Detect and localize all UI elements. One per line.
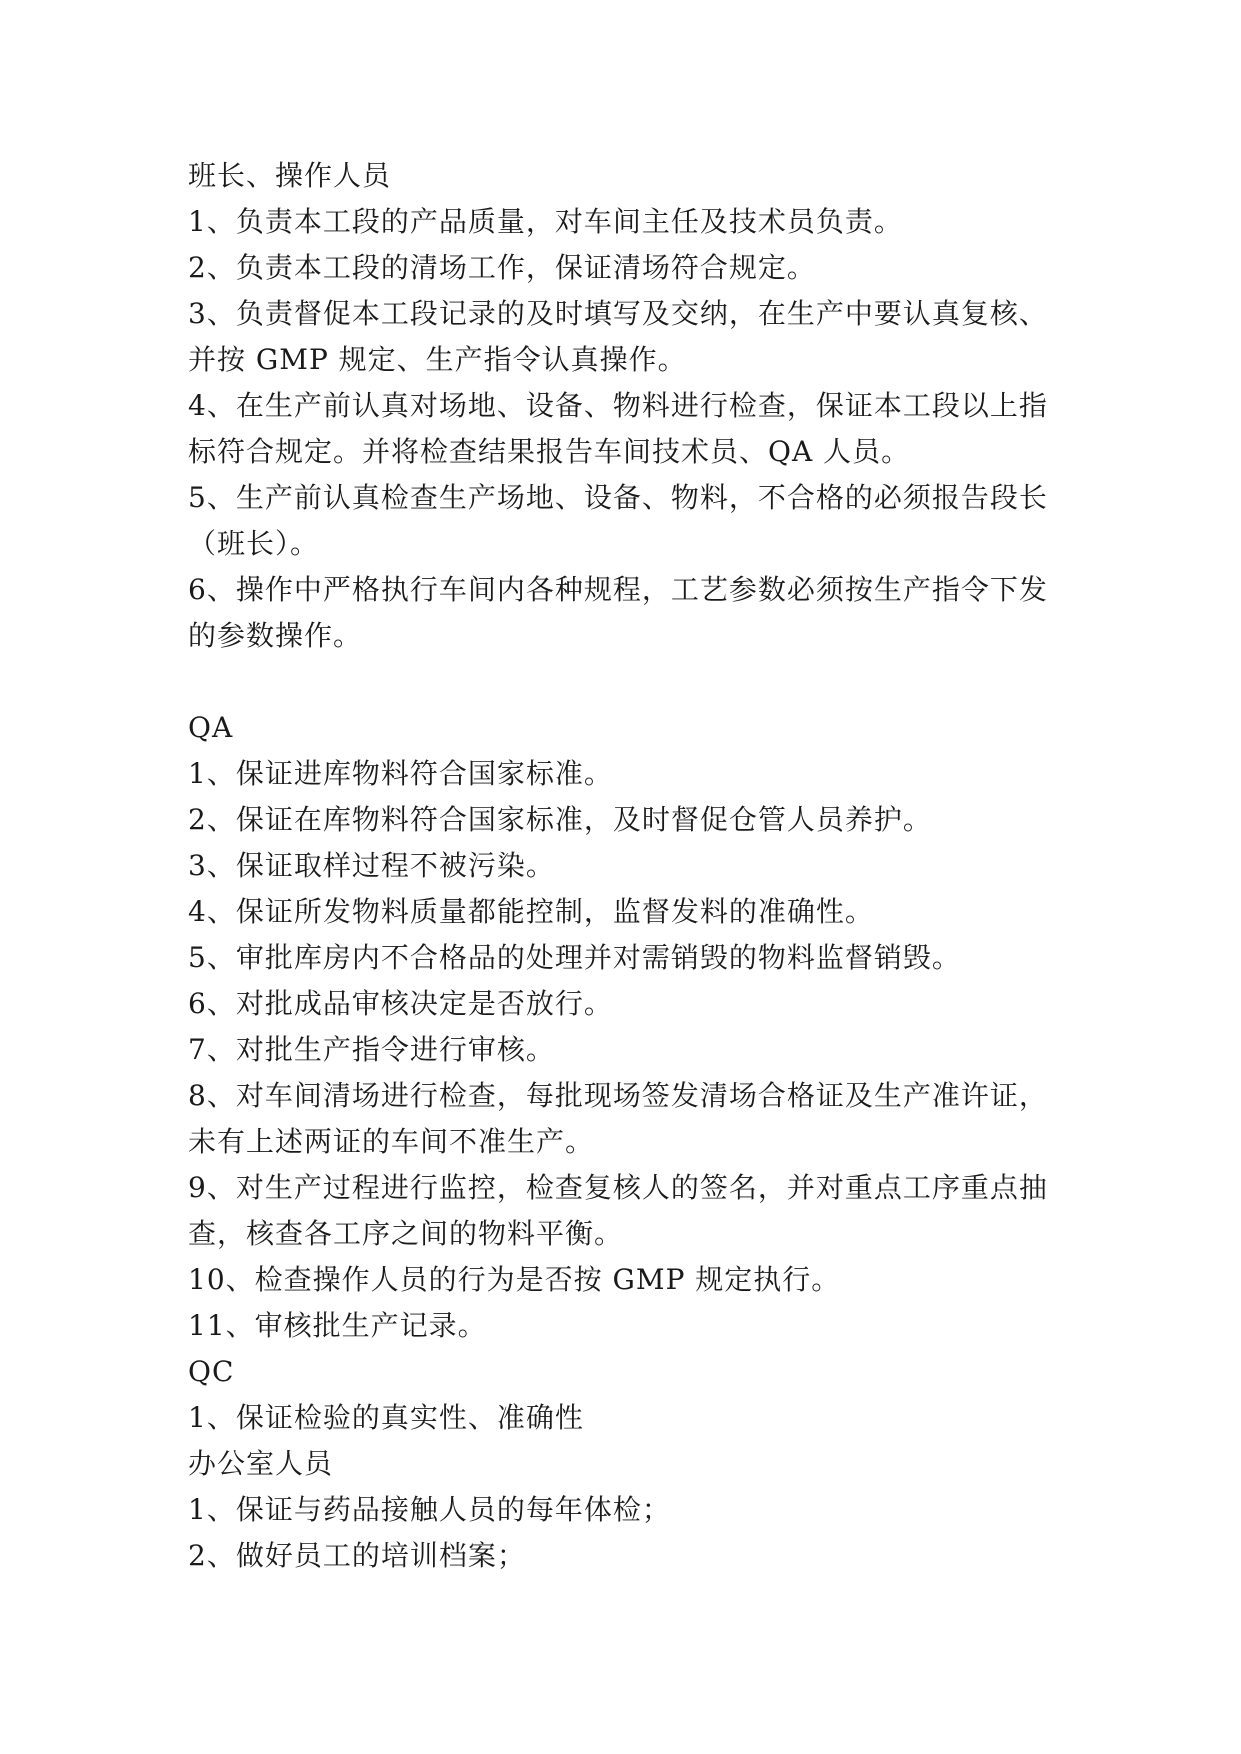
document-body: [188, 153, 1058, 1579]
qa-line-6: 6、对批成品审核决定是否放行。: [188, 987, 613, 1020]
leader-line-6: 标符合规定。并将检查结果报告车间技术员、QA 人员。: [188, 435, 911, 468]
qc-line-1: 1、保证检验的真实性、准确性: [188, 1401, 584, 1434]
leader-line-5: 4、在生产前认真对场地、设备、物料进行检查，保证本工段以上指: [188, 389, 1048, 422]
qa-line-3: 3、保证取样过程不被污染。: [188, 849, 555, 882]
leader-line-7: 5、生产前认真检查生产场地、设备、物料，不合格的必须报告段长: [188, 481, 1048, 514]
qa-line-8: 8、对车间清场进行检查，每批现场签发清场合格证及生产准许证，: [188, 1079, 1048, 1112]
office-line-1: 1、保证与药品接触人员的每年体检；: [188, 1493, 671, 1526]
section-title-office: 办公室人员: [188, 1447, 334, 1480]
section-spacer: [188, 659, 1058, 705]
leader-line-8: （班长）。: [188, 527, 320, 560]
qa-line-1: 1、保证进库物料符合国家标准。: [188, 757, 613, 790]
leader-line-4: 并按 GMP 规定、生产指令认真操作。: [188, 343, 687, 376]
qa-line-12: 10、检查操作人员的行为是否按 GMP 规定执行。: [188, 1263, 841, 1296]
qa-line-2: 2、保证在库物料符合国家标准，及时督促仓管人员养护。: [188, 803, 932, 836]
qa-line-10: 9、对生产过程进行监控，检查复核人的签名，并对重点工序重点抽: [188, 1171, 1048, 1204]
leader-line-3: 3、负责督促本工段记录的及时填写及交纳，在生产中要认真复核、: [188, 297, 1048, 330]
qa-line-11: 查，核查各工序之间的物料平衡。: [188, 1217, 624, 1250]
leader-line-1: 1、负责本工段的产品质量，对车间主任及技术员负责。: [188, 205, 903, 238]
section-title-qa: QA: [188, 711, 234, 744]
qa-line-4: 4、保证所发物料质量都能控制，监督发料的准确性。: [188, 895, 874, 928]
qa-line-13: 11、审核批生产记录。: [188, 1309, 487, 1342]
qa-line-9: 未有上述两证的车间不准生产。: [188, 1125, 595, 1158]
section-title-leader: 班长、操作人员: [188, 159, 392, 192]
qa-line-5: 5、审批库房内不合格品的处理并对需销毁的物料监督销毁。: [188, 941, 961, 974]
section-title-qc: QC: [188, 1355, 235, 1388]
leader-line-2: 2、负责本工段的清场工作，保证清场符合规定。: [188, 251, 816, 284]
leader-line-10: 的参数操作。: [188, 619, 363, 652]
office-line-2: 2、做好员工的培训档案；: [188, 1539, 526, 1572]
qa-line-7: 7、对批生产指令进行审核。: [188, 1033, 555, 1066]
leader-line-9: 6、操作中严格执行车间内各种规程，工艺参数必须按生产指令下发: [188, 573, 1048, 606]
